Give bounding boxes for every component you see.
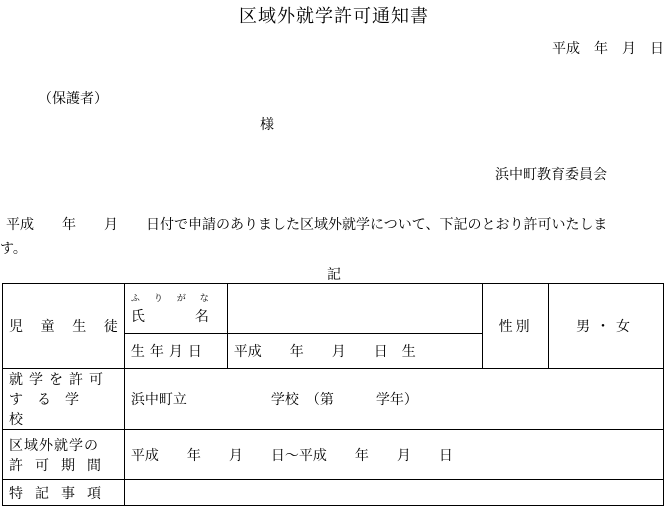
school-value-cell[interactable] [124, 369, 663, 430]
period-value-cell[interactable] [124, 430, 663, 480]
name-value-cell[interactable] [227, 284, 482, 334]
birth-label: 生年月日 [130, 344, 207, 360]
period-label-line2: 許可期間 [9, 457, 113, 474]
birth-value-cell[interactable] [227, 334, 482, 369]
ki-heading: 記 [327, 267, 341, 283]
gender-label: 性別 [498, 319, 533, 335]
table-row [3, 480, 664, 506]
name-label-cell [124, 284, 227, 334]
issuer: 浜中町教育委員会 [495, 167, 607, 183]
remarks-label: 特記事項 [9, 485, 113, 502]
table-row [3, 284, 664, 334]
guardian-label: （保護者） [38, 91, 108, 107]
name-label: 氏 名 [130, 309, 209, 325]
remarks-value-cell[interactable] [124, 480, 663, 506]
child-label-cell [3, 284, 125, 369]
school-value: 浜中町立 学校 （第 学年） [130, 392, 418, 408]
birth-value: 平成 年 月 日 生 [233, 344, 416, 360]
remarks-label-cell [3, 480, 125, 506]
furigana-label: ふ り が な [130, 294, 209, 304]
period-value: 平成 年 月 日～平成 年 月 日 [130, 447, 453, 464]
school-label-line2: する学校 [9, 392, 93, 428]
child-label: 児 童 生 徒 [9, 319, 118, 335]
issue-date: 平成 年 月 日 [552, 41, 664, 57]
period-label-line1: 区域外就学の [9, 437, 99, 454]
table-row [3, 430, 664, 480]
permit-table [2, 283, 664, 506]
body-text-line1: 平成 年 月 日付で申請のありました区域外就学について、下記のとおり許可いたしま [6, 217, 608, 233]
honorific: 様 [260, 117, 274, 133]
school-label-line1: 就学を許可 [9, 372, 109, 388]
birth-label-cell [124, 334, 227, 369]
period-label-cell [3, 430, 125, 480]
gender-value-cell[interactable] [549, 284, 664, 369]
school-label-cell [3, 369, 125, 430]
body-text-line2: す。 [0, 241, 27, 257]
document-title: 区域外就学許可通知書 [239, 6, 429, 27]
gender-value: 男・女 [576, 319, 637, 335]
gender-label-cell [483, 284, 549, 369]
table-row [3, 369, 664, 430]
